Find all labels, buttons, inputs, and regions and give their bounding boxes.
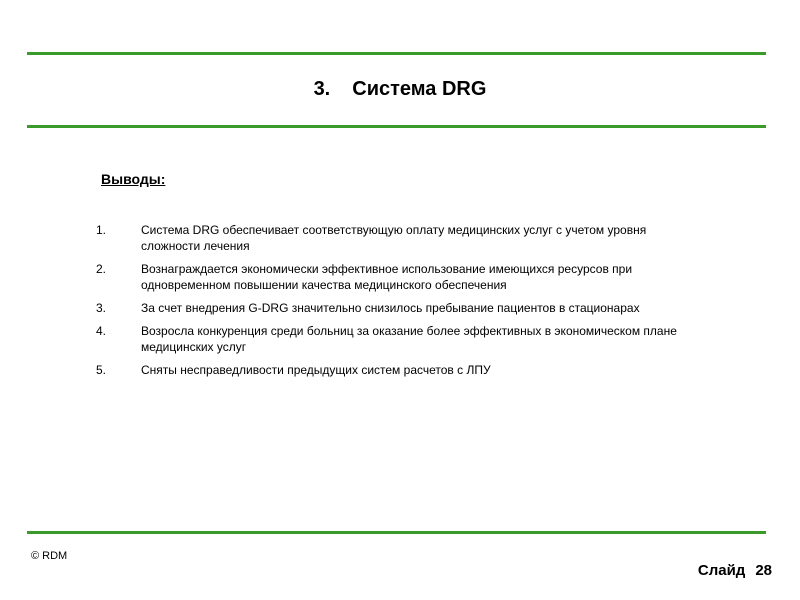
list-item-number: 2. bbox=[96, 262, 107, 276]
list-item-number: 4. bbox=[96, 324, 107, 338]
list-item bbox=[96, 261, 696, 293]
list-item-number: 3. bbox=[96, 301, 107, 315]
slide-number-label bbox=[698, 562, 772, 579]
list-item-text: Система DRG обеспечивает соответствующую оплату медицинских услуг с учетом уровня сложности лечения bbox=[141, 223, 647, 253]
list-item bbox=[96, 323, 696, 355]
title-number: 3. bbox=[313, 78, 331, 100]
top-divider bbox=[27, 52, 766, 55]
title-text: Система DRG bbox=[352, 78, 487, 100]
list-item-number: 1. bbox=[96, 223, 107, 237]
list-item-text: Вознаграждается экономически эффективное использование имеющихся ресурсов при одновременном повышении качества медицинского обеспечения bbox=[141, 262, 633, 292]
title-divider bbox=[27, 125, 766, 128]
list-item-text: За счет внедрения G-DRG значительно снизилось пребывание пациентов в стационарах bbox=[141, 301, 640, 315]
slide-number: 28 bbox=[755, 562, 772, 579]
slide-title bbox=[0, 78, 800, 101]
list-item bbox=[96, 222, 696, 254]
list-item-number: 5. bbox=[96, 363, 107, 377]
conclusions-list bbox=[96, 222, 696, 385]
slide-word: Слайд bbox=[697, 562, 746, 579]
conclusions-heading: Выводы: bbox=[101, 171, 166, 187]
footer-divider bbox=[27, 531, 766, 534]
list-item bbox=[96, 362, 696, 378]
list-item bbox=[96, 300, 696, 316]
list-item-text: Возросла конкуренция среди больниц за оказание более эффективных в экономическом плане медицинских услуг bbox=[141, 324, 677, 354]
list-item-text: Сняты несправедливости предыдущих систем расчетов с ЛПУ bbox=[141, 363, 491, 377]
copyright-notice: © RDM bbox=[31, 550, 68, 562]
